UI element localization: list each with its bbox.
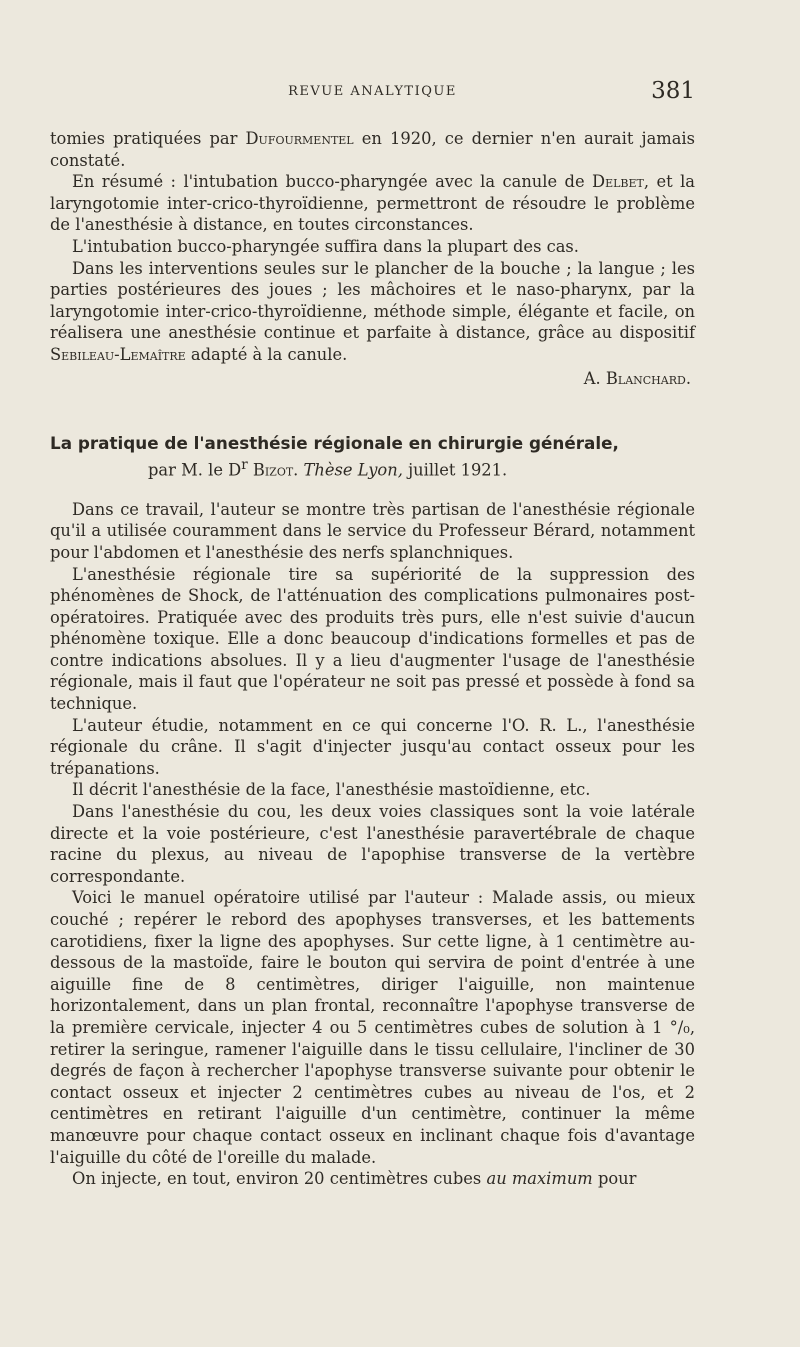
page-number: 381 [651, 78, 695, 104]
paragraph: Voici le manuel opératoire utilisé par l'auteur : Malade assis, ou mieux couché ; repérer le rebord des apophyses transverses, et les battements carotidiens, fixer la ligne des apophyses. Sur cette ligne, à 1 centimètre au-dessous de la mastoïde, faire le bouton qui servira de point d'entrée à une aiguille fine de 8 centimètres, diriger l'aiguille, non maintenue horizontalement, dans un plan frontal, reconnaître l'apophyse transverse de la première cervicale, injecter 4 ou 5 centimètres cubes de solution à 1 °/₀, retirer la seringue, ramener l'aiguille dans le tissu cellulaire, l'incliner de 30 degrés de façon à rechercher l'apophyse transverse suivante pour obtenir le contact osseux et injecter 2 centimètres cubes au niveau de l'os, et 2 centimètres en retirant l'aiguille d'un centimètre, continuer la même manœuvre pour chaque contact osseux en inclinant chaque fois d'avantage l'aiguille du côté de l'oreille du malade. [50, 888, 695, 1167]
paragraph-intubation: L'intubation bucco-pharyngée suffira dans la plupart des cas. [72, 236, 579, 256]
signature [50, 368, 695, 390]
text-run: Dans les interventions seules sur le plancher de la bouche ; la langue ; les parties postérieures des joues ; les mâchoires et le naso-pharynx, par la laryngotomie inter-crico-thyroïdienne, méthode simple, élégante et facile, on réalisera une anesthésie continue et parfaite à distance, grâce au dispositif [50, 258, 695, 343]
author-name: Sebileau-Lemaître [50, 344, 186, 364]
article-byline [50, 455, 695, 481]
paragraph: Il décrit l'anesthésie de la face, l'anesthésie mastoïdienne, etc. [72, 780, 591, 800]
text-run: , et la laryngotomie inter-crico-thyroïdienne, permettront de résoudre le problème de l'anesthésie à distance, en toutes circonstances. [50, 172, 695, 235]
article-title: La pratique de l'anesthésie régionale en chirurgie générale, [50, 433, 619, 454]
text-run: en 1920, ce dernier n'en aurait jamais constaté. [50, 129, 695, 170]
text-run: pour [597, 1169, 637, 1189]
author-name: Delbet [592, 172, 644, 192]
author-name: Dufourmentel [245, 129, 354, 148]
paragraph-last-line [50, 1168, 695, 1190]
paragraph: Dans l'anesthésie du cou, les deux voies classiques sont la voie latérale directe et la voie postérieure, c'est l'anesthésie paravertébrale de chaque racine du plexus, au niveau de l'apophise transverse de la vertèbre correspondante. [50, 802, 695, 886]
text-run: tomies pratiquées par [50, 129, 238, 148]
signature-name: Blanchard. [605, 368, 691, 388]
article-author: Bizot. [252, 460, 299, 480]
text-run: En résumé : l'intubation bucco-pharyngée avec la canule de [72, 172, 585, 192]
paragraph-summary [50, 171, 695, 236]
running-title: REVUE ANALYTIQUE [288, 84, 457, 99]
article-thesis: Thèse Lyon, [303, 460, 403, 480]
byline-sup: r [241, 456, 248, 473]
paragraph-continuation [50, 128, 695, 171]
paragraph-interventions [50, 258, 695, 366]
signature-initial: A. [583, 368, 601, 388]
text-run: adapté à la canule. [190, 344, 348, 364]
body-text [50, 128, 695, 1190]
paragraph: L'auteur étudie, notamment en ce qui concerne l'O. R. L., l'anesthésie régionale du crâne. Il s'agit d'injecter jusqu'au contact osseux pour les trépanations. [50, 715, 695, 778]
text-run: On injecte, en tout, environ 20 centimètres cubes [72, 1169, 482, 1189]
paragraph: L'anesthésie régionale tire sa supériorité de la suppression des phénomènes de Shock, de l'atténuation des complications pulmonaires post-opératoires. Pratiquée avec des produits très purs, elle n'est suivie d'aucun phénomène toxique. Elle a donc beaucoup d'indications formelles et pas de contre indications absolues. Il y a lieu d'augmenter l'usage de l'anesthésie régionale, mais il faut que l'opérateur ne soit pas pressé et possède à fond sa technique. [50, 564, 695, 714]
article-date: juillet 1921. [408, 460, 508, 480]
running-head [50, 78, 695, 108]
byline-prefix: par M. le D [148, 460, 242, 480]
italic-run: au maximum [486, 1169, 593, 1189]
paragraph: Dans ce travail, l'auteur se montre très partisan de l'anesthésie régionale qu'il a utilisée couramment dans le service du Professeur Bérard, notamment pour l'abdomen et l'anesthésie des nerfs splanchniques. [50, 499, 695, 562]
